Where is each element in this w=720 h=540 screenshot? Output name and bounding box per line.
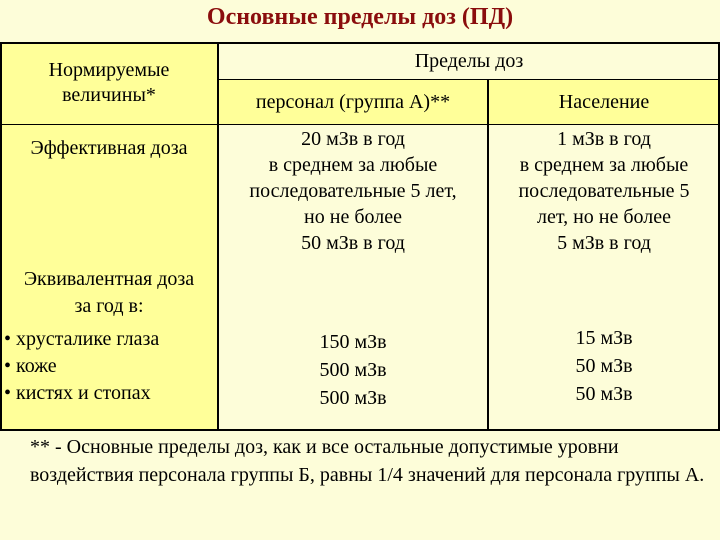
table-border-bottom — [0, 429, 720, 431]
equivalent-personnel-value: 150 мЗв — [319, 331, 387, 353]
effective-personnel-line: но не более — [304, 206, 402, 228]
equivalent-population-cell — [488, 258, 720, 430]
header-normed-cell — [0, 42, 218, 124]
effective-population-line: лет, но не более — [536, 206, 672, 228]
table-border-top — [0, 42, 720, 44]
header-personnel-label: персонал (группа А)** — [255, 90, 451, 113]
header-limits-cell — [218, 42, 720, 80]
effective-dose-label-cell — [0, 124, 218, 258]
equivalent-population-value: 15 мЗв — [575, 327, 633, 349]
dose-limits-table — [0, 42, 720, 430]
effective-population-line: последовательные 5 — [518, 180, 690, 202]
effective-population-line: в среднем за любые — [519, 154, 689, 176]
header-personnel-cell — [218, 80, 488, 124]
equivalent-dose-heading: за год в: — [74, 295, 144, 317]
page-title: Основные пределы доз (ПД) — [206, 4, 514, 30]
header-population-cell — [488, 80, 720, 124]
equivalent-personnel-value: 500 мЗв — [319, 387, 387, 409]
effective-personnel-cell — [218, 124, 488, 258]
header-limits-label: Пределы доз — [414, 49, 524, 72]
equivalent-population-value: 50 мЗв — [575, 383, 633, 405]
table-divider-v1 — [217, 42, 219, 431]
header-normed-label: Нормируемые величины* — [48, 59, 170, 106]
table-divider-h2 — [0, 124, 720, 125]
effective-personnel-line: последовательные 5 лет, — [249, 180, 457, 202]
equivalent-dose-heading: Эквивалентная доза — [23, 268, 195, 290]
equivalent-organ-item: • коже — [4, 355, 57, 377]
table-border-left — [0, 42, 2, 431]
effective-personnel-line: 20 мЗв в год — [301, 128, 405, 150]
equivalent-organ-item: • хрусталике глаза — [4, 328, 160, 350]
equivalent-organ-item: • кистях и стопах — [4, 382, 151, 404]
header-population-label: Население — [558, 90, 650, 113]
equivalent-personnel-cell — [218, 258, 488, 430]
effective-population-cell — [488, 124, 720, 258]
effective-personnel-line: в среднем за любые — [268, 154, 438, 176]
equivalent-population-value: 50 мЗв — [575, 355, 633, 377]
equivalent-personnel-value: 500 мЗв — [319, 359, 387, 381]
equivalent-dose-label-cell — [0, 258, 218, 430]
footnote: ** - Основные пределы доз, как и все остальные допустимые уровни воздействия персонала группы Б, равны 1/4 значений для персонала группы А. — [30, 436, 705, 486]
effective-population-line: 1 мЗв в год — [557, 128, 651, 150]
effective-personnel-line: 50 мЗв в год — [301, 232, 405, 254]
table-divider-h1 — [218, 79, 720, 80]
effective-population-line: 5 мЗв в год — [557, 232, 651, 254]
table-divider-v2 — [487, 80, 489, 431]
effective-dose-label: Эффективная доза — [30, 137, 188, 159]
